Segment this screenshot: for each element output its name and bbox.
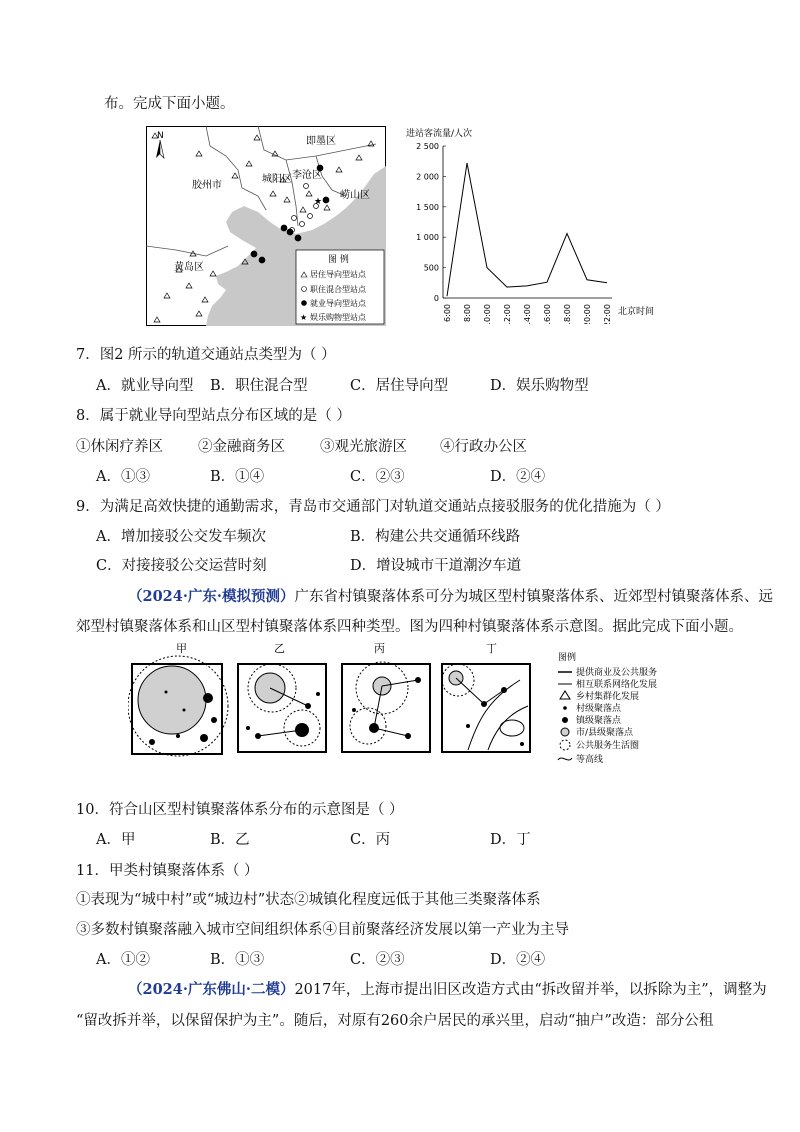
q9-option-c[interactable]: C．对接接驳公交运营时刻 — [96, 558, 267, 574]
svg-text:就业导向型站点: 就业导向型站点 — [310, 299, 366, 308]
q11-line2: ③多数村镇聚落融入城市空间组织体系④目前聚落经济发展以第一产业为主导 — [76, 922, 569, 938]
cluster-icon — [560, 691, 570, 699]
passage3-source: （2024·广东佛山·二模） — [128, 981, 295, 998]
x-tick-label: 16:00 — [543, 304, 552, 324]
q7-stem: 7．图2 所示的轨道交通站点类型为（ ） — [76, 347, 336, 363]
map-svg — [146, 126, 386, 326]
settlement-svg — [128, 640, 708, 780]
q7-option-c[interactable]: C．居住导向型 — [350, 378, 449, 394]
q7-option-b[interactable]: B．职住混合型 — [210, 378, 308, 394]
district-jiaozhou: 胶州市 — [192, 180, 222, 191]
y-tick-label: 2 500 — [416, 142, 439, 151]
passage2-line2: 郊型村镇聚落体系和山区型村镇聚落体系四种类型。图为四种村镇聚落体系示意图。据此完成下面小题。 — [76, 619, 743, 635]
district-jimo: 即墨区 — [306, 136, 336, 147]
district-licang: 李沧区 — [292, 170, 322, 181]
svg-text:市/县级聚落点: 市/县级聚落点 — [576, 728, 634, 738]
svg-text:★: ★ — [314, 197, 323, 207]
q8-item-3: ③观光旅游区 — [320, 439, 407, 455]
q9-option-a[interactable]: A．增加接驳公交发车频次 — [96, 529, 266, 545]
q10-option-b[interactable]: B．乙 — [210, 832, 250, 848]
svg-text:提供商业及公共服务: 提供商业及公共服务 — [576, 668, 658, 678]
svg-text:职住混合型站点: 职住混合型站点 — [310, 285, 366, 294]
panel-label-jia: 甲 — [176, 642, 187, 655]
passage3-line1: （2024·广东佛山·二模）2017年，上海市提出旧区改造方式由“拆改留并举，以拆除为主”，调整为 — [128, 981, 767, 998]
district-huangdao: 黄岛区 — [174, 262, 204, 273]
passage3-line2: “留改拆并举，以保留保护为主”。随后，对原有260余户居民的承兴里，启动“抽户”改造：部分公租 — [76, 1013, 714, 1029]
q8-option-a[interactable]: A．①③ — [96, 469, 150, 485]
svg-text:公共服务生活圈: 公共服务生活圈 — [576, 741, 640, 751]
panel-ding — [442, 664, 530, 752]
q11-option-d[interactable]: D．②④ — [490, 952, 546, 968]
x-tick-label: 10:00 — [483, 304, 492, 324]
village-point-icon — [563, 706, 567, 710]
panel-label-bing: 丙 — [374, 642, 385, 655]
q9-option-b[interactable]: B．构建公共交通循环线路 — [350, 529, 521, 545]
q8-item-1: ①休闲疗养区 — [76, 439, 163, 455]
svg-text:等高线: 等高线 — [576, 755, 604, 765]
y-tick-label: 1 000 — [416, 233, 439, 243]
q7-option-a[interactable]: A．就业导向型 — [96, 378, 194, 394]
intro-tail: 布。完成下面小题。 — [104, 96, 235, 112]
svg-text:相互联系网络化发展: 相互联系网络化发展 — [576, 680, 658, 690]
contour-icon — [558, 758, 572, 760]
x-tick-label: 20:00 — [583, 304, 592, 324]
svg-text:居住导向型站点: 居住导向型站点 — [310, 270, 366, 279]
q11-line1: ①表现为“城中村”或“城边村”状态②城镇化程度远低于其他三类聚落体系 — [76, 892, 541, 908]
city-point-icon — [561, 728, 569, 736]
chart-svg — [398, 124, 668, 324]
town-point-icon — [562, 717, 568, 723]
q8-option-d[interactable]: D．②④ — [490, 469, 546, 485]
passage2-line1: （2024·广东·模拟预测）广东省村镇聚落体系可分为城区型村镇聚落体系、近郊型村镇聚落体系、远 — [128, 588, 773, 605]
q10-stem: 10．符合山区型村镇聚落体系分布的示意图是（ ） — [76, 802, 404, 818]
svg-text:乡村集群化发展: 乡村集群化发展 — [576, 692, 640, 702]
dot-icon — [301, 300, 307, 306]
q10-option-c[interactable]: C．丙 — [350, 832, 391, 848]
q9-option-d[interactable]: D．增设城市干道潮汐车道 — [350, 558, 522, 574]
district-chengyang: 城阳区 — [262, 174, 292, 185]
q8-option-b[interactable]: B．①④ — [210, 469, 265, 485]
panel-label-yi: 乙 — [274, 642, 285, 655]
q10-option-a[interactable]: A．甲 — [96, 832, 136, 848]
svg-text:村级聚落点: 村级聚落点 — [576, 704, 622, 714]
chart-ylabel: 进站客流量/人次 — [406, 129, 473, 139]
q8-stem: 8．属于就业导向型站点分布区域的是（ ） — [76, 408, 351, 424]
panel-yi — [238, 664, 326, 752]
passage2-source: （2024·广东·模拟预测） — [128, 588, 295, 605]
y-tick-label: 0 — [433, 294, 439, 303]
x-tick-label: 18:00 — [563, 304, 572, 324]
q8-item-4: ④行政办公区 — [440, 439, 527, 455]
panel-label-ding: 丁 — [486, 642, 497, 655]
panel-bing — [342, 662, 430, 752]
star-icon: ★ — [300, 313, 308, 322]
q8-item-2: ②金融商务区 — [198, 439, 285, 455]
passenger-flow-chart — [398, 124, 668, 324]
q9-stem: 9．为满足高效快捷的通勤需求，青岛市交通部门对轨道交通站点接驳服务的优化措施为（ ） — [76, 499, 670, 515]
q11-stem: 11．甲类村镇聚落体系（ ） — [76, 863, 259, 879]
x-tick-label: 6:00 — [443, 304, 452, 322]
service-circle-icon — [560, 740, 570, 750]
q10-option-d[interactable]: D．丁 — [490, 832, 531, 848]
panel-jia — [128, 656, 228, 756]
flow-series-line — [447, 163, 607, 296]
x-tick-label: 12:00 — [503, 304, 512, 324]
q8-option-c[interactable]: C．②③ — [350, 469, 405, 485]
q7-option-d[interactable]: D．娱乐购物型 — [490, 378, 589, 394]
map-legend-title: 图 例 — [328, 255, 349, 265]
qingdao-station-map — [146, 126, 386, 326]
settlement-systems-figure — [128, 640, 708, 780]
svg-text:N: N — [157, 131, 164, 141]
fig2-legend-title: 图例 — [558, 653, 577, 663]
chart-xlabel: 北京时间 — [618, 307, 655, 317]
y-tick-label: 2 000 — [416, 172, 439, 182]
x-tick-label: 14:00 — [523, 304, 532, 324]
svg-text:娱乐购物型站点: 娱乐购物型站点 — [310, 313, 366, 322]
x-tick-label: 22:00 — [603, 304, 612, 324]
q11-option-c[interactable]: C．②③ — [350, 952, 405, 968]
district-laoshan: 崂山区 — [340, 190, 370, 201]
q11-option-b[interactable]: B．①③ — [210, 952, 265, 968]
svg-text:镇级聚落点: 镇级聚落点 — [576, 716, 622, 726]
y-tick-label: 500 — [423, 263, 439, 273]
q11-option-a[interactable]: A．①② — [96, 952, 150, 968]
y-tick-label: 1 500 — [416, 202, 439, 212]
x-tick-label: 8:00 — [463, 304, 472, 322]
